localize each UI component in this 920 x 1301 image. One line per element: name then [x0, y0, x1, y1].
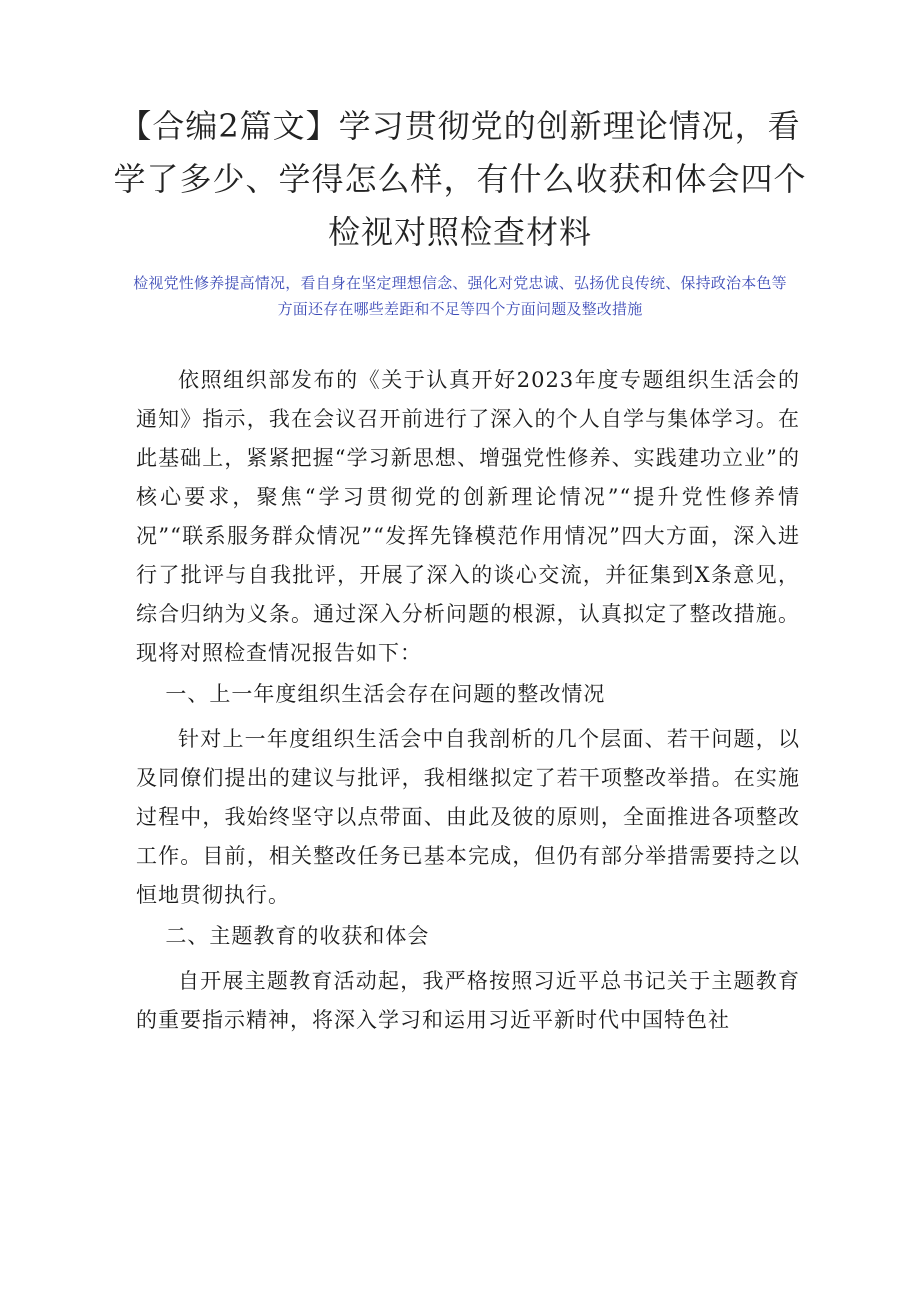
section-2-paragraph: 自开展主题教育活动起，我严格按照习近平总书记关于主题教育的重要指示精神，将深入学习和运用习近平新时代中国特色社 — [136, 969, 800, 1032]
document-body — [136, 361, 800, 1040]
section-1-paragraph: 针对上一年度组织生活会中自我剖析的几个层面、若干问题，以及同僚们提出的建议与批评，我相继拟定了若干项整改举措。在实施过程中，我始终坚守以点带面、由此及彼的原则，全面推进各项整改工作。目前，相关整改任务已基本完成，但仍有部分举措需要持之以恒地贯彻执行。 — [136, 727, 800, 907]
document-title: 【合编2篇文】学习贯彻党的创新理论情况，看学了多少、学得怎么样，有什么收获和体会四个检视对照检查材料 — [113, 107, 807, 251]
section-1-heading: 一、上一年度组织生活会存在问题的整改情况 — [165, 682, 606, 706]
intro-paragraph: 依照组织部发布的《关于认真开好2023年度专题组织生活会的通知》指示，我在会议召开前进行了深入的个人自学与集体学习。在此基础上，紧紧把握“学习新思想、增强党性修养、实践建功立业”的核心要求，聚焦“学习贯彻党的创新理论情况”“提升党性修养情况”“联系服务群众情况”“发挥先锋模范作用情况”四大方面，深入进行了批评与自我批评，开展了深入的谈心交流，并征集到X条意见，综合归纳为义条。通过深入分析问题的根源，认真拟定了整改措施。现将对照检查情况报告如下： — [136, 368, 800, 665]
section-2-heading: 二、主题教育的收获和体会 — [165, 924, 430, 948]
document-subtitle: 检视党性修养提高情况，看自身在坚定理想信念、强化对党忠诚、弘扬优良传统、保持政治本色等方面还存在哪些差距和不足等四个方面问题及整改措施 — [133, 274, 787, 318]
